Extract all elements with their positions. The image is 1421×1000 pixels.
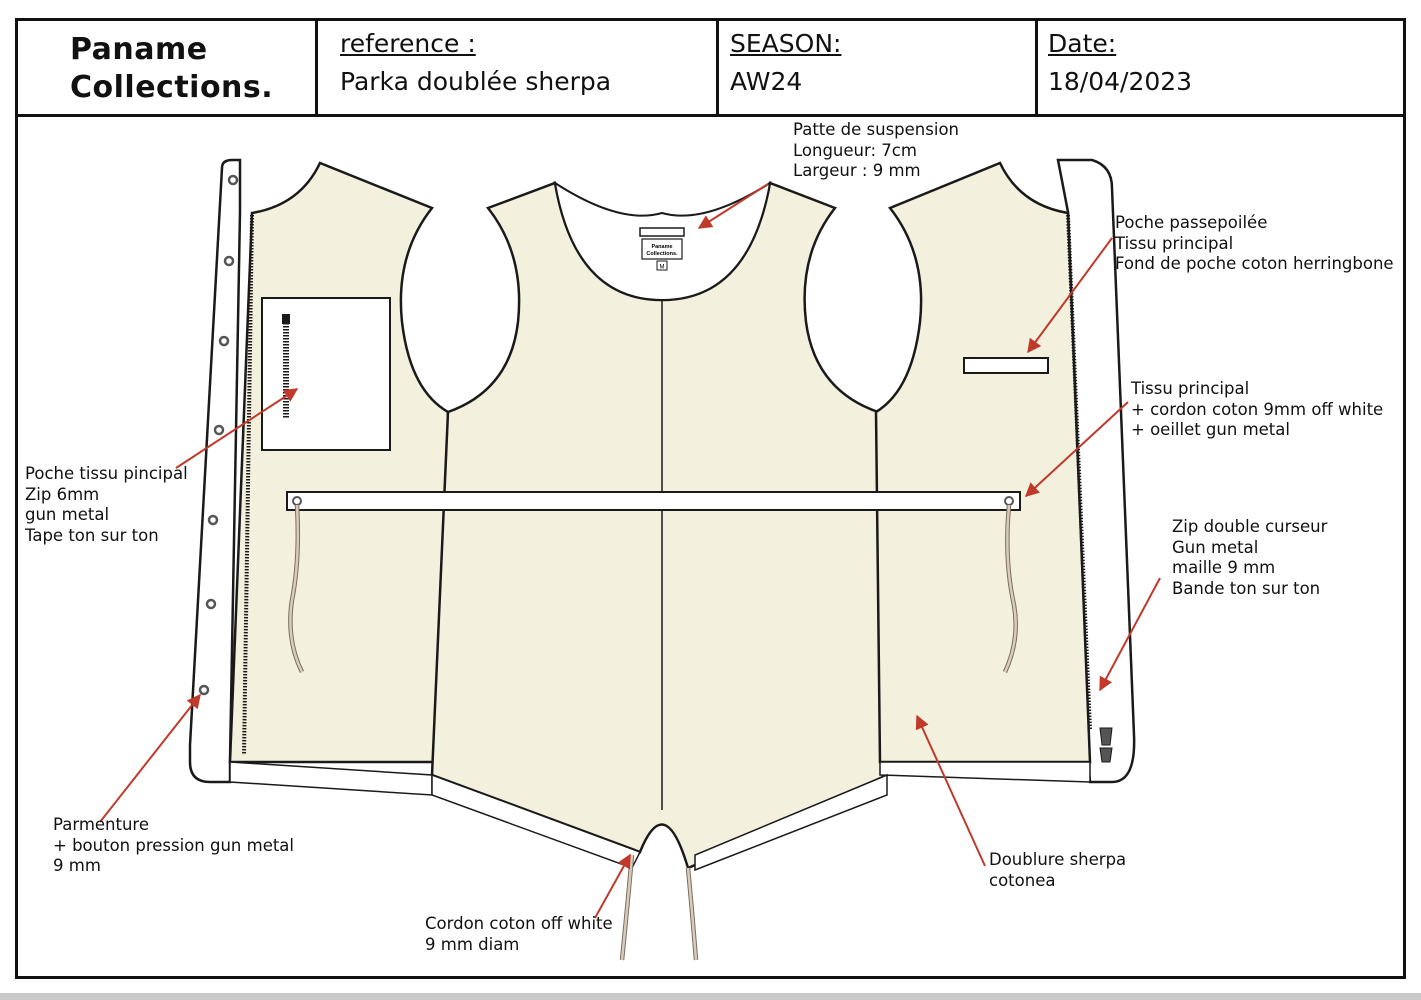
date-value: 18/04/2023 [1048,67,1193,96]
pocket-zip-puller [282,314,290,324]
season-value: AW24 [730,67,803,96]
snap-button [207,600,215,608]
reference-value: Parka doublée sherpa [340,67,612,96]
left-hem-cord-fill [622,855,632,960]
date-label: Date: [1048,29,1117,58]
right-hem-cord-fill [688,868,696,960]
drawcord-channel [287,492,1020,510]
annotation-facing: Parmenture + bouton pression gun metal 9 mm [53,815,295,875]
snap-button [215,426,223,434]
annotation-hem-cord: Cordon coton off white 9 mm diam [425,914,613,954]
brand-label-tag-line1: Paname [651,244,673,250]
annotation-drawcord-channel: Tissu principal + cordon coton 9mm off white + oeillet gun metal [1131,379,1384,439]
reference-label: reference : [340,29,476,58]
bottom-scroll-edge [0,993,1421,1000]
zip-sliders [1100,728,1112,762]
snap-button [220,337,228,345]
season-label: SEASON: [730,29,842,58]
left-front-panel [230,163,448,762]
arrow-facing [100,695,200,822]
brand-logo-line2: Collections. [70,70,274,105]
arrow-hem-cord [595,855,630,918]
patch-pocket [262,298,390,450]
brand-label-tag-line2: Collections. [646,251,678,257]
annotation-sherpa-lining: Doublure sherpa cotonea [989,850,1127,890]
right-front-panel [876,163,1090,762]
size-label-text: M [659,264,665,271]
snap-button [209,516,217,524]
snap-button [200,686,208,694]
welt-pocket [964,358,1048,373]
hanger-loop [640,228,684,236]
annotation-hanger-loop: Patte de suspension Longueur: 7cm Largeur : 9 mm [793,120,959,180]
brand-logo-line1: Paname [70,32,208,67]
snap-button [225,257,233,265]
annotation-patch-pocket: Poche tissu pincipal Zip 6mm gun metal Tape ton sur ton [25,464,188,545]
annotation-double-zip: Zip double curseur Gun metal maille 9 mm Bande ton sur ton [1172,517,1328,598]
left-eyelet [293,497,301,505]
snap-button [229,176,237,184]
annotation-welt-pocket: Poche passepoilée Tissu principal Fond de poche coton herringbone [1115,213,1394,273]
right-eyelet [1005,497,1013,505]
left-hem-band [230,762,432,795]
right-hem-band [880,762,1090,782]
